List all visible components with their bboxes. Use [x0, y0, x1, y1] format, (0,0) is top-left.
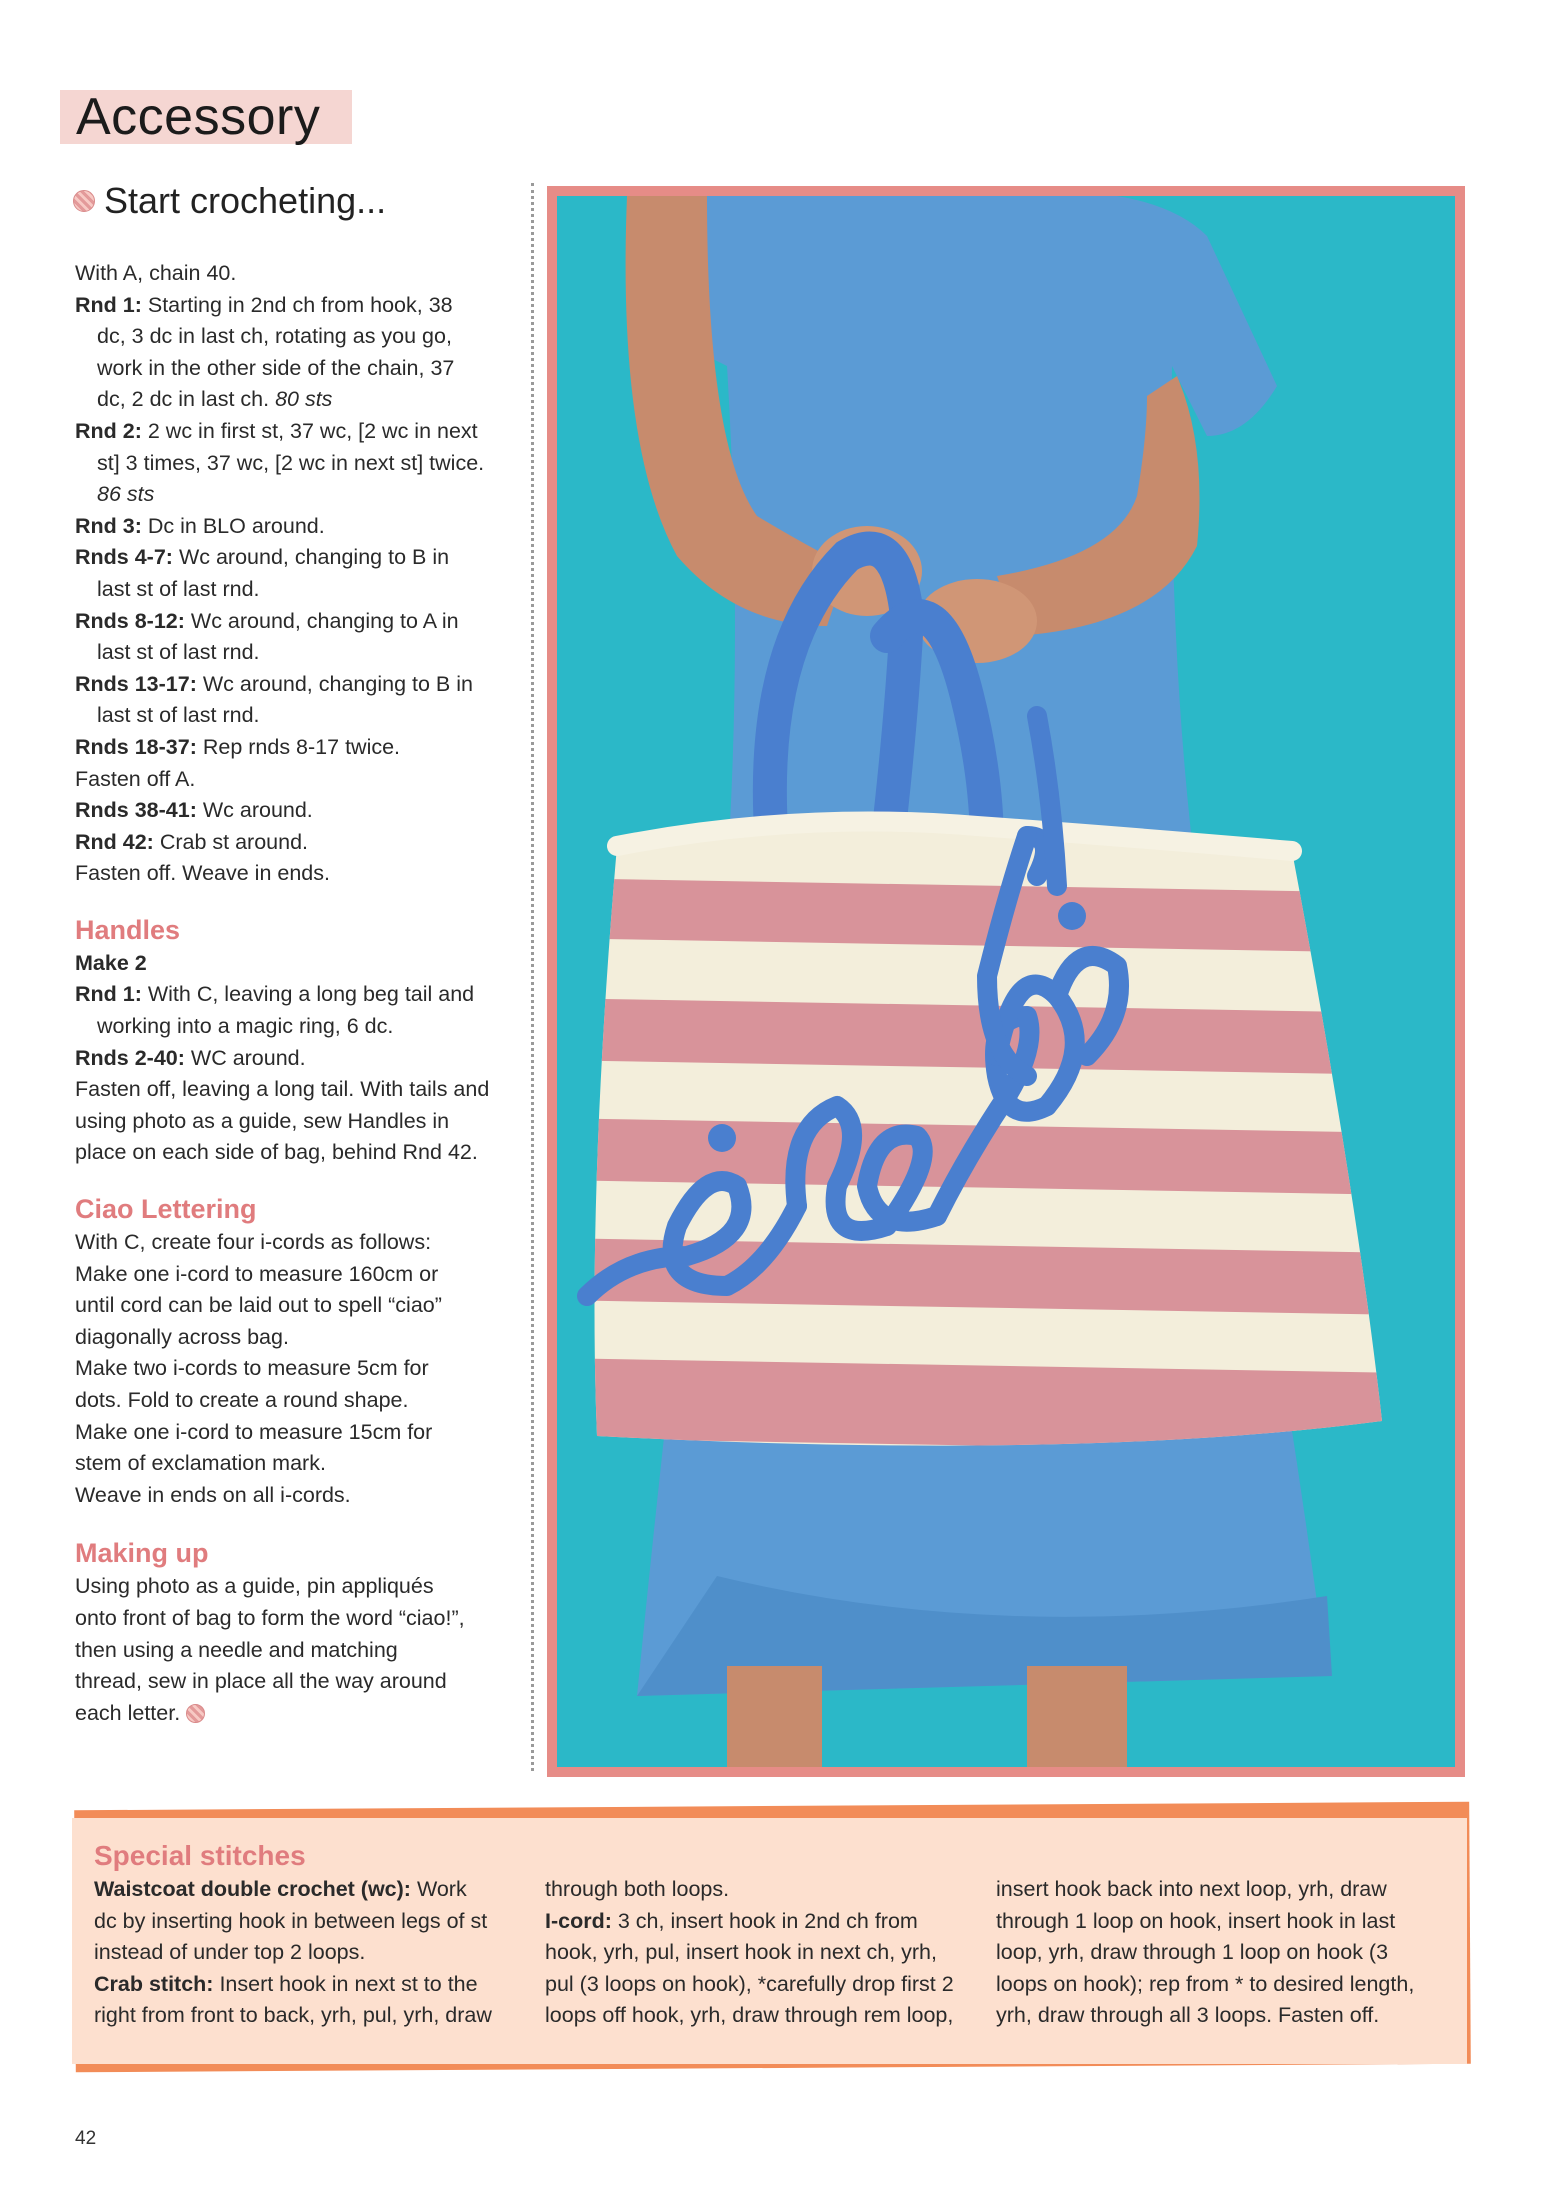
instruction-text: using photo as a guide, sew Handles in	[75, 1108, 450, 1133]
making-up-heading: Making up	[75, 1538, 209, 1569]
instruction-label: Crab stitch:	[94, 1971, 214, 1996]
instruction-text: Crab st around.	[153, 829, 309, 854]
instruction-text: instead of under top 2 loops.	[94, 1940, 366, 1965]
instruction-text: each letter.	[75, 1700, 181, 1725]
start-heading-title: Start crocheting...	[104, 180, 387, 221]
instruction-text: Work	[410, 1877, 467, 1901]
bag-photo	[557, 196, 1455, 1767]
instructions-column	[75, 180, 530, 1729]
instruction-line	[75, 416, 530, 448]
making-up-instructions	[75, 1571, 530, 1729]
instruction-label: Rnds 8-12:	[75, 608, 185, 633]
stitch-count: 80 sts	[275, 387, 333, 412]
instruction-text: loops on hook); rep from * to desired length,	[996, 1971, 1415, 1996]
instruction-line	[75, 858, 530, 890]
yarn-ball-icon	[73, 190, 95, 212]
instruction-text: working into a magic ring, 6 dc.	[97, 1014, 394, 1039]
instruction-text: yrh, draw through all 3 loops. Fasten off.	[996, 2003, 1380, 2028]
instruction-label: Rnds 18-37:	[75, 734, 197, 759]
instruction-label: Rnd 3:	[75, 513, 142, 538]
instruction-line	[75, 1290, 530, 1322]
instruction-line	[75, 321, 530, 353]
instruction-line	[75, 384, 530, 416]
instruction-label: Rnds 4-7:	[75, 545, 173, 570]
instruction-text: Insert hook in next st to the	[213, 1971, 478, 1996]
ciao-lettering-heading: Ciao Lettering	[75, 1194, 257, 1225]
instruction-text: Wc around, changing to A in	[184, 608, 459, 633]
stitch-column	[545, 1874, 996, 2032]
instruction-line	[75, 1011, 530, 1043]
instruction-line	[75, 700, 530, 732]
instruction-text: Using photo as a guide, pin appliqués	[75, 1574, 434, 1599]
instruction-line	[94, 1969, 545, 2001]
instruction-text: last st of last rnd.	[97, 576, 260, 601]
instruction-text: Dc in BLO around.	[141, 513, 325, 538]
instruction-text: dc, 2 dc in last ch.	[97, 387, 276, 412]
instruction-line	[75, 1448, 530, 1480]
instruction-label: Rnd 1:	[75, 982, 142, 1007]
instruction-line	[75, 258, 530, 290]
instruction-text: dc by inserting hook in between legs of st	[94, 1908, 488, 1933]
section-title: Accessory	[76, 88, 321, 146]
instruction-text: pul (3 loops on hook), *carefully drop first 2	[545, 1971, 954, 1996]
instruction-text: Fasten off. Weave in ends.	[75, 861, 330, 886]
instruction-line	[996, 1906, 1447, 1938]
instruction-text: Wc around.	[196, 798, 313, 823]
instruction-line	[75, 1666, 530, 1698]
instruction-label: Rnds 13-17:	[75, 671, 197, 696]
instruction-text: Rep rnds 8-17 twice.	[196, 734, 401, 759]
instruction-text: place on each side of bag, behind Rnd 42.	[75, 1140, 478, 1165]
section-tag	[60, 90, 352, 144]
instruction-text: With C, create four i-cords as follows:	[75, 1230, 432, 1255]
dotted-divider	[531, 183, 534, 1771]
instruction-line	[75, 979, 530, 1011]
instruction-line	[75, 637, 530, 669]
instruction-line	[545, 1906, 996, 1938]
instruction-line	[75, 795, 530, 827]
instruction-label: Rnds 2-40:	[75, 1045, 185, 1070]
instruction-line	[75, 353, 530, 385]
instruction-text: Make one i-cord to measure 160cm or	[75, 1261, 439, 1286]
instruction-text: 2 wc in first st, 37 wc, [2 wc in next	[141, 418, 478, 443]
instruction-line	[75, 448, 530, 480]
ciao-lettering-instructions	[75, 1227, 530, 1511]
instruction-line	[75, 1417, 530, 1449]
instruction-line	[75, 479, 530, 511]
instruction-line	[75, 1571, 530, 1603]
start-heading	[73, 180, 530, 222]
instruction-text: With C, leaving a long beg tail and	[141, 982, 475, 1007]
ciao-dot	[708, 1124, 736, 1152]
instruction-line	[75, 764, 530, 796]
instruction-line	[94, 1874, 545, 1906]
instruction-line	[75, 542, 530, 574]
instruction-text: Make two i-cords to measure 5cm for	[75, 1356, 429, 1381]
instruction-line	[545, 1874, 996, 1906]
page-number: 42	[75, 2128, 97, 2149]
instruction-text: st] 3 times, 37 wc, [2 wc in next st] twice.	[97, 450, 485, 475]
instruction-text: insert hook back into next loop, yrh, draw	[996, 1877, 1387, 1901]
instruction-line	[75, 1322, 530, 1354]
instruction-text: Wc around, changing to B in	[172, 545, 450, 570]
instruction-text: Starting in 2nd ch from hook, 38	[141, 292, 453, 317]
instruction-text: stem of exclamation mark.	[75, 1451, 326, 1476]
photo-frame	[547, 186, 1465, 1777]
instruction-label: Rnd 1:	[75, 292, 142, 317]
instruction-line	[94, 1906, 545, 1938]
intro-instructions	[75, 258, 530, 890]
instruction-line	[75, 1353, 530, 1385]
instruction-text: through both loops.	[545, 1877, 730, 1901]
instruction-text: Weave in ends on all i-cords.	[75, 1482, 351, 1507]
instruction-line	[75, 827, 530, 859]
instruction-text: last st of last rnd.	[97, 703, 260, 728]
instruction-text: dc, 3 dc in last ch, rotating as you go,	[97, 324, 452, 349]
instruction-label: Waistcoat double crochet (wc):	[94, 1877, 411, 1901]
instruction-text: through 1 loop on hook, insert hook in last	[996, 1908, 1396, 1933]
instruction-text: hook, yrh, pul, insert hook in next ch, yrh,	[545, 1940, 937, 1965]
instruction-label: I-cord:	[545, 1908, 612, 1933]
instruction-line	[75, 606, 530, 638]
instruction-text: Fasten off, leaving a long tail. With tails and	[75, 1077, 490, 1102]
instruction-line	[75, 1106, 530, 1138]
instruction-text: loop, yrh, draw through 1 loop on hook (3	[996, 1940, 1389, 1965]
instruction-line	[75, 1227, 530, 1259]
instruction-line	[545, 1937, 996, 1969]
instruction-text: then using a needle and matching	[75, 1637, 398, 1662]
instruction-text: work in the other side of the chain, 37	[97, 355, 455, 380]
instruction-text: diagonally across bag.	[75, 1324, 289, 1349]
instruction-line	[75, 1259, 530, 1291]
instruction-text: loops off hook, yrh, draw through rem loop,	[545, 2003, 954, 2028]
instruction-label: Rnd 2:	[75, 418, 142, 443]
instruction-line	[75, 669, 530, 701]
instruction-text: With A, chain 40.	[75, 261, 237, 285]
instruction-line	[545, 1969, 996, 2001]
instruction-text: Fasten off A.	[75, 766, 196, 791]
instruction-line	[996, 2000, 1447, 2032]
instruction-line	[75, 1043, 530, 1075]
instruction-line	[75, 732, 530, 764]
instruction-line	[996, 1874, 1447, 1906]
instruction-line	[75, 1603, 530, 1635]
exclamation-dot	[1058, 902, 1086, 930]
instruction-line	[75, 948, 530, 980]
instruction-text: Make one i-cord to measure 15cm for	[75, 1419, 433, 1444]
handles-heading: Handles	[75, 914, 181, 945]
instruction-line	[75, 1385, 530, 1417]
instruction-line	[75, 290, 530, 322]
instruction-label: Rnd 42:	[75, 829, 154, 854]
instruction-text: dots. Fold to create a round shape.	[75, 1388, 409, 1412]
instruction-line	[75, 1698, 530, 1730]
instruction-text: thread, sew in place all the way around	[75, 1669, 447, 1694]
instruction-line	[75, 511, 530, 543]
instruction-label: Rnds 38-41:	[75, 798, 197, 823]
stitch-column	[94, 1874, 545, 2032]
instruction-text: right from front to back, yrh, pul, yrh, draw	[94, 2003, 492, 2028]
special-stitches-columns	[94, 1874, 1447, 2032]
yarn-ball-end-icon	[186, 1704, 205, 1723]
instruction-text: until cord can be laid out to spell “ciao”	[75, 1293, 442, 1318]
instruction-line	[545, 2000, 996, 2032]
instruction-text: Wc around, changing to B in	[196, 671, 473, 696]
instruction-text: WC around.	[184, 1045, 306, 1070]
instruction-label: Make 2	[75, 950, 147, 975]
instruction-line	[996, 1969, 1447, 2001]
stitch-count: 86 sts	[97, 482, 155, 507]
instruction-line	[94, 2000, 545, 2032]
instruction-line	[75, 1480, 530, 1512]
instruction-text: onto front of bag to form the word “ciao!”,	[75, 1605, 465, 1630]
instruction-line	[94, 1937, 545, 1969]
instruction-line	[996, 1937, 1447, 1969]
instruction-text: 3 ch, insert hook in 2nd ch from	[611, 1908, 918, 1933]
instruction-line	[75, 574, 530, 606]
instruction-line	[75, 1635, 530, 1667]
instruction-line	[75, 1074, 530, 1106]
instruction-line	[75, 1137, 530, 1169]
special-stitches-panel	[72, 1818, 1467, 2064]
stitch-column	[996, 1874, 1447, 2032]
special-stitches-heading: Special stitches	[94, 1840, 306, 1871]
instruction-text: last st of last rnd.	[97, 640, 260, 665]
handles-instructions	[75, 948, 530, 1169]
